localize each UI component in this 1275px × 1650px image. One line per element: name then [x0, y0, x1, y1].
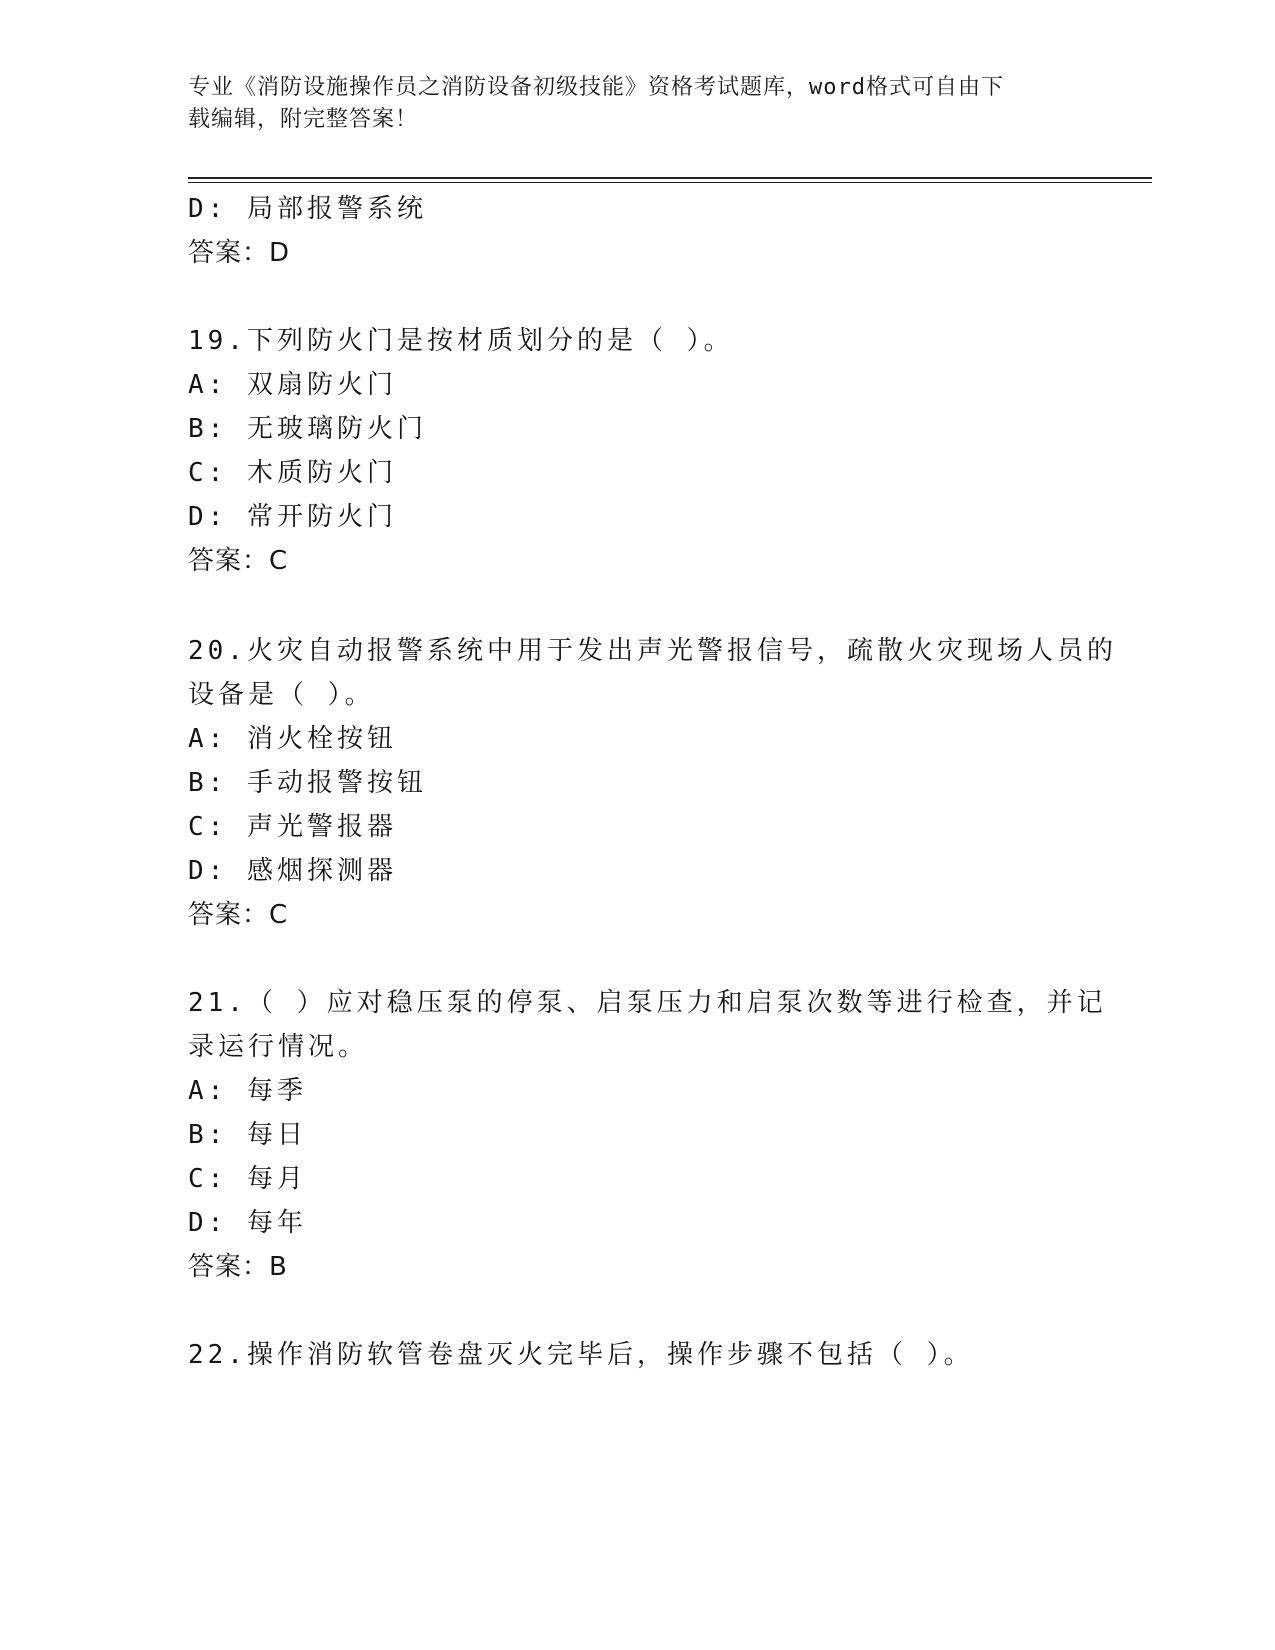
- header-line-1: 专业《消防设施操作员之消防设备初级技能》资格考试题库，word格式可自由下: [188, 75, 1004, 100]
- q21-option-d: D: 每年: [188, 1208, 307, 1238]
- q19-option-c: C: 木质防火门: [188, 458, 397, 488]
- document-header: [188, 72, 1068, 136]
- q19-answer: 答案：C: [188, 546, 289, 576]
- prev-option-d: D: 局部报警系统: [188, 194, 427, 224]
- q20-option-c: C: 声光警报器: [188, 812, 397, 842]
- q20-option-d: D: 感烟探测器: [188, 856, 397, 886]
- q20-answer: 答案：C: [188, 900, 289, 930]
- q20-option-a: A: 消火栓按钮: [188, 724, 397, 754]
- q22-stem: 22.操作消防软管卷盘灭火完毕后，操作步骤不包括（ ）。: [188, 1340, 974, 1370]
- q21-option-b: B: 每日: [188, 1120, 307, 1150]
- q21-option-c: C: 每月: [188, 1164, 307, 1194]
- q21-option-a: A: 每季: [188, 1076, 307, 1106]
- q19-option-d: D: 常开防火门: [188, 502, 397, 532]
- prev-answer: 答案：D: [188, 238, 291, 268]
- header-divider-thick: [188, 177, 1152, 179]
- q21-stem-line-2: 录运行情况。: [188, 1032, 369, 1062]
- q20-option-b: B: 手动报警按钮: [188, 768, 427, 798]
- header-line-2: 载编辑，附完整答案！: [188, 107, 419, 132]
- q19-stem: 19.下列防火门是按材质划分的是（ ）。: [188, 326, 734, 356]
- q19-option-a: A: 双扇防火门: [188, 370, 397, 400]
- header-divider-thin: [188, 182, 1152, 183]
- q20-stem-line-1: 20.火灾自动报警系统中用于发出声光警报信号，疏散火灾现场人员的: [188, 636, 1117, 666]
- q20-stem-line-2: 设备是（ ）。: [188, 680, 375, 710]
- q21-answer: 答案：B: [188, 1252, 288, 1282]
- q19-option-b: B: 无玻璃防火门: [188, 414, 427, 444]
- q21-stem-line-1: 21.（ ）应对稳压泵的停泵、启泵压力和启泵次数等进行检查，并记: [188, 988, 1107, 1018]
